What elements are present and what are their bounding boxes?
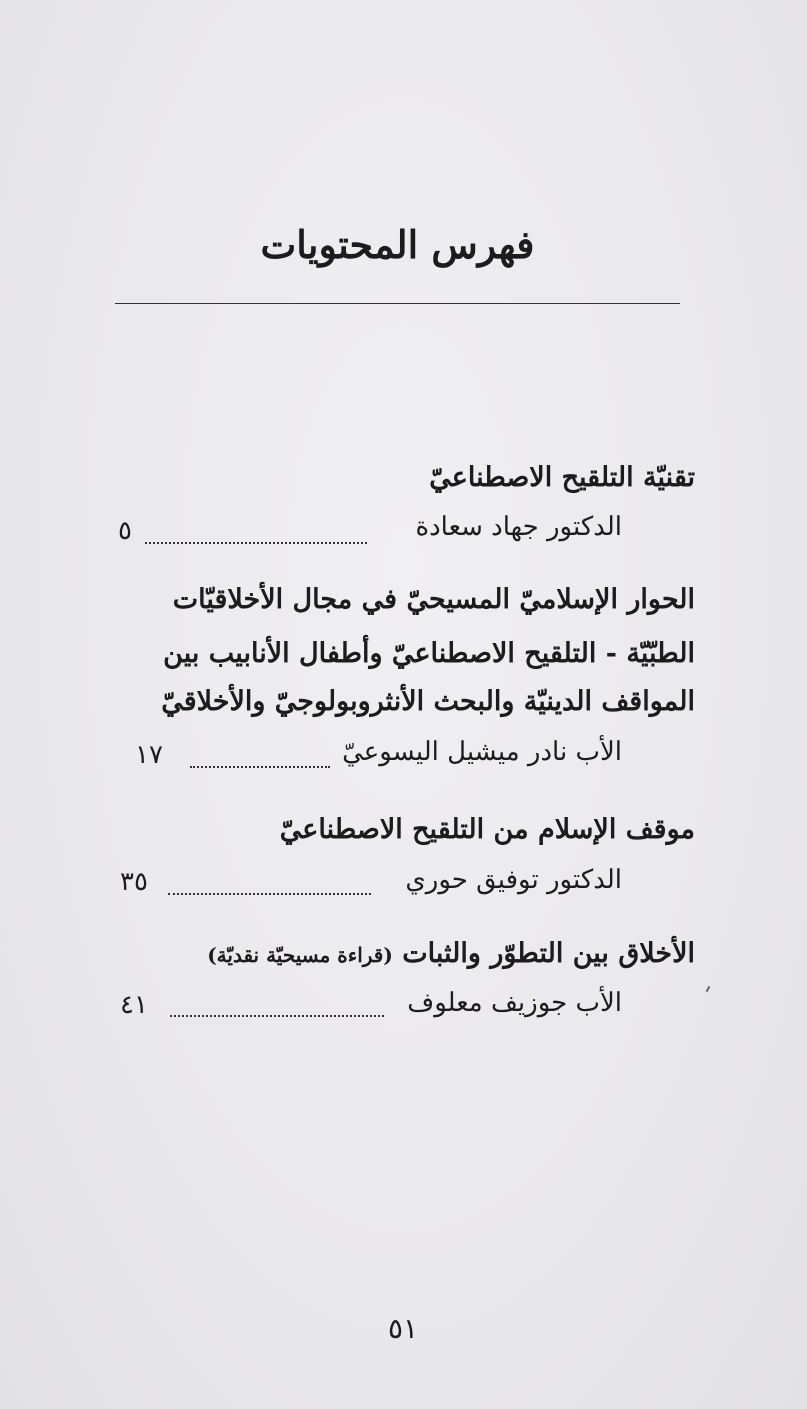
entry-1-page-number: ٥ [118, 516, 132, 546]
entry-2-leader-dots [190, 766, 330, 768]
page-number: ٥١ [387, 1312, 419, 1345]
entry-3-author: الدكتور توفيق حوري [405, 865, 622, 895]
entry-2-author: الأب نادر ميشيل اليسوعيّ [342, 737, 622, 767]
entry-1-author: الدكتور جهاد سعادة [415, 512, 622, 542]
entry-3-leader-dots [168, 893, 371, 895]
entry-2-title-line-2: الطبّيّة - التلقيح الاصطناعيّ وأطفال الأنابيب بين [163, 638, 695, 669]
entry-4-title-note: (قراءة مسيحيّة نقديّة) [207, 943, 393, 967]
entry-2-page-number: ١٧ [135, 740, 163, 770]
entry-2-title-line-1: الحوار الإسلاميّ المسيحيّ في مجال الأخلاقيّات [172, 584, 695, 615]
entry-4-title-main: الأخلاق بين التطوّر والثبات [402, 938, 695, 969]
page-title: فهرس المحتويات [260, 222, 535, 267]
entry-3-page-number: ٣٥ [120, 867, 148, 897]
entry-2-title-line-3: المواقف الدينيّة والبحث الأنثروبولوجيّ والأخلاقيّ [161, 686, 695, 717]
entry-3-title: موقف الإسلام من التلقيح الاصطناعيّ [279, 814, 695, 845]
entry-1-leader-dots [145, 542, 367, 544]
entry-4-author: الأب جوزيف معلوف [407, 988, 622, 1018]
entry-1-title: تقنيّة التلقيح الاصطناعيّ [429, 462, 695, 493]
entry-4-page-number: ٤١ [120, 990, 148, 1020]
entry-4-title [207, 932, 695, 977]
entry-4-leader-dots [170, 1015, 384, 1017]
